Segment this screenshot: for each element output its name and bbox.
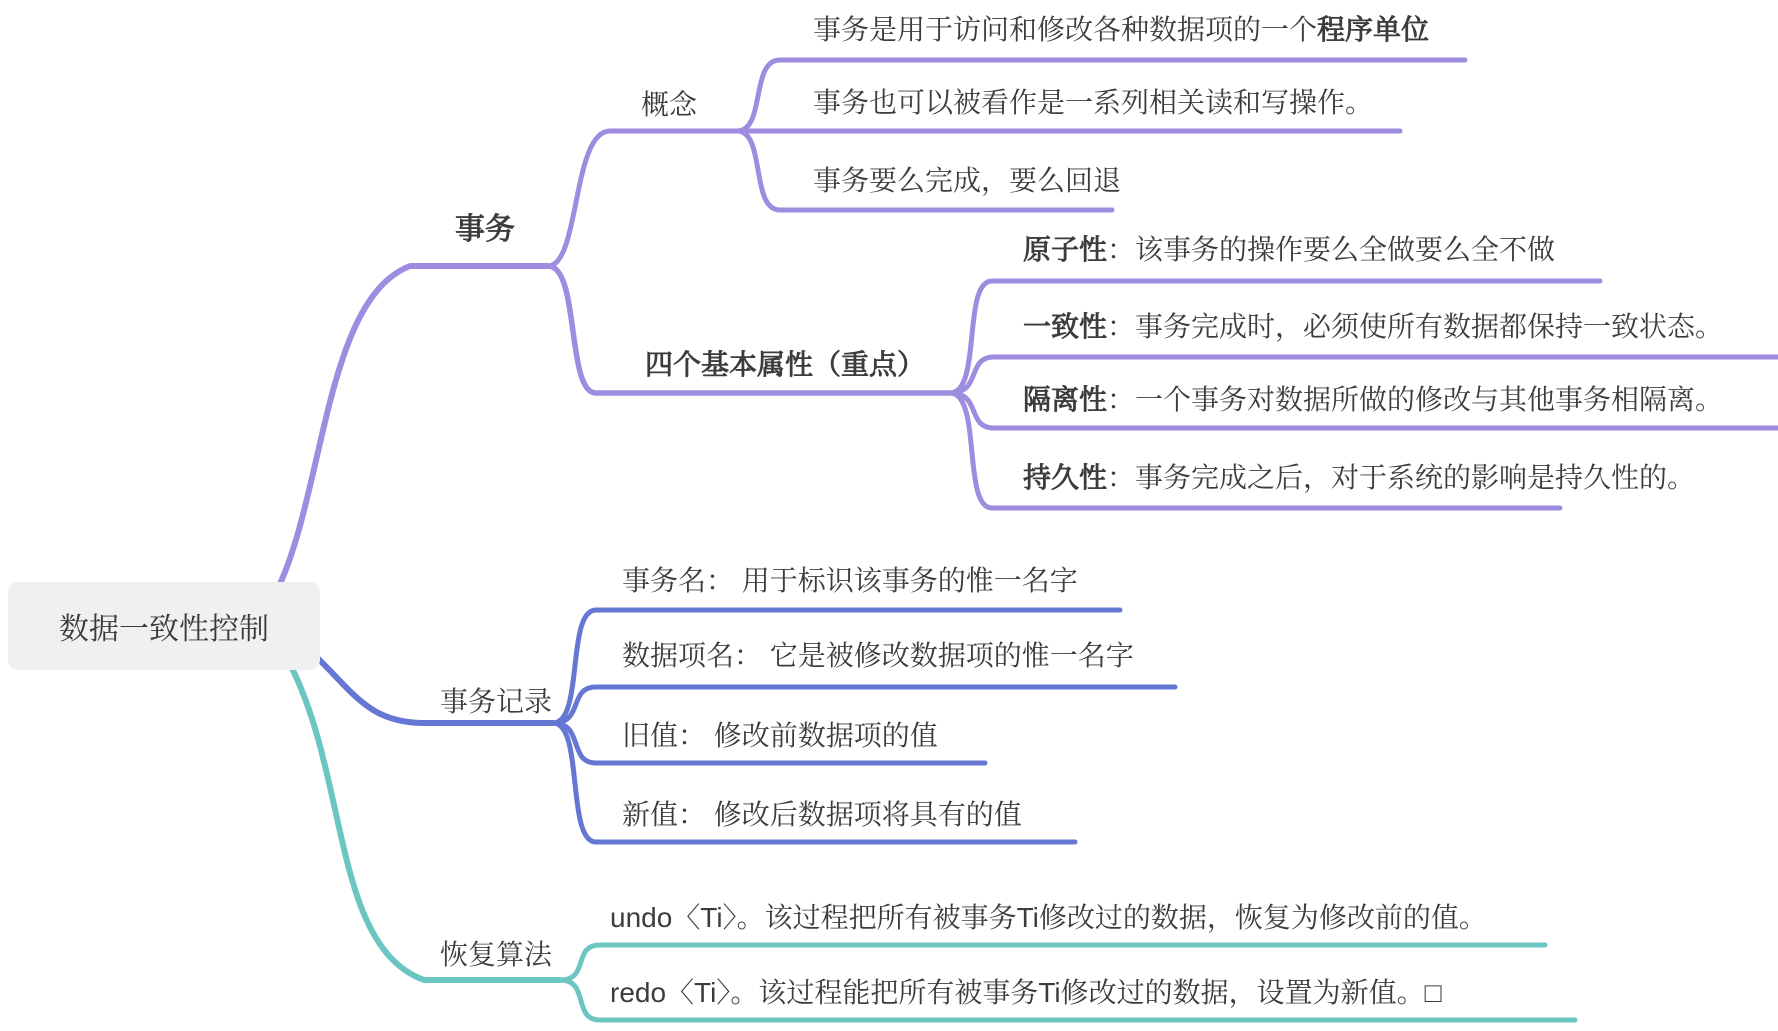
- topic-concept-def1[interactable]: [813, 12, 1429, 48]
- topic-durability-term: 持久性: [1023, 462, 1108, 493]
- topic-record-item-2[interactable]: 数据项名： 它是被修改数据项的惟一名字: [622, 640, 1134, 671]
- topic-consistency-text: ：事务完成时，必须使所有数据都保持一致状态。: [1107, 311, 1724, 342]
- topic-isolation-text: ：一个事务对数据所做的修改与其他事务相隔离。: [1107, 384, 1724, 415]
- topic-properties[interactable]: 四个基本属性（重点）: [645, 349, 926, 380]
- topic-recovery-undo[interactable]: undo〈Ti〉。该过程把所有被事务Ti修改过的数据，恢复为修改前的值。: [610, 902, 1487, 933]
- topic-concept-def3[interactable]: 事务要么完成，要么回退: [813, 165, 1122, 196]
- topic-consistency[interactable]: [1023, 309, 1723, 345]
- topic-concept-def1-bold: 程序单位: [1317, 14, 1430, 45]
- connector-root-transaction: [272, 266, 548, 600]
- topic-record-item-3[interactable]: 旧值： 修改前数据项的值: [622, 720, 938, 751]
- topic-isolation-term: 隔离性: [1023, 384, 1108, 415]
- topic-isolation[interactable]: [1023, 382, 1723, 418]
- topic-atomicity[interactable]: [1023, 232, 1555, 268]
- root-topic[interactable]: [8, 582, 320, 670]
- topic-concept-def2[interactable]: 事务也可以被看作是一系列相关读和写操作。: [813, 87, 1374, 118]
- topic-concept[interactable]: 概念: [641, 89, 698, 120]
- topic-consistency-term: 一致性: [1023, 311, 1108, 342]
- topic-concept-def1-text: 事务是用于访问和修改各种数据项的一个: [813, 14, 1318, 45]
- topic-atomicity-term: 原子性: [1023, 234, 1108, 265]
- topic-transaction[interactable]: 事务: [455, 213, 515, 246]
- topic-recovery[interactable]: 恢复算法: [440, 939, 553, 970]
- topic-atomicity-text: ：该事务的操作要么全做要么全不做: [1107, 234, 1556, 265]
- topic-record-item-1[interactable]: 事务名： 用于标识该事务的惟一名字: [622, 565, 1078, 596]
- connector-transaction-concept: [548, 131, 737, 266]
- topic-durability-text: ：事务完成之后，对于系统的影响是持久性的。: [1107, 462, 1696, 493]
- topic-record[interactable]: 事务记录: [440, 686, 553, 717]
- topic-record-item-4[interactable]: 新值： 修改后数据项将具有的值: [622, 799, 1022, 830]
- topic-recovery-redo[interactable]: redo〈Ti〉。该过程能把所有被事务Ti修改过的数据，设置为新值。□: [610, 977, 1442, 1008]
- root-topic-label: 数据一致性控制: [59, 613, 269, 646]
- topic-durability[interactable]: [1023, 460, 1695, 496]
